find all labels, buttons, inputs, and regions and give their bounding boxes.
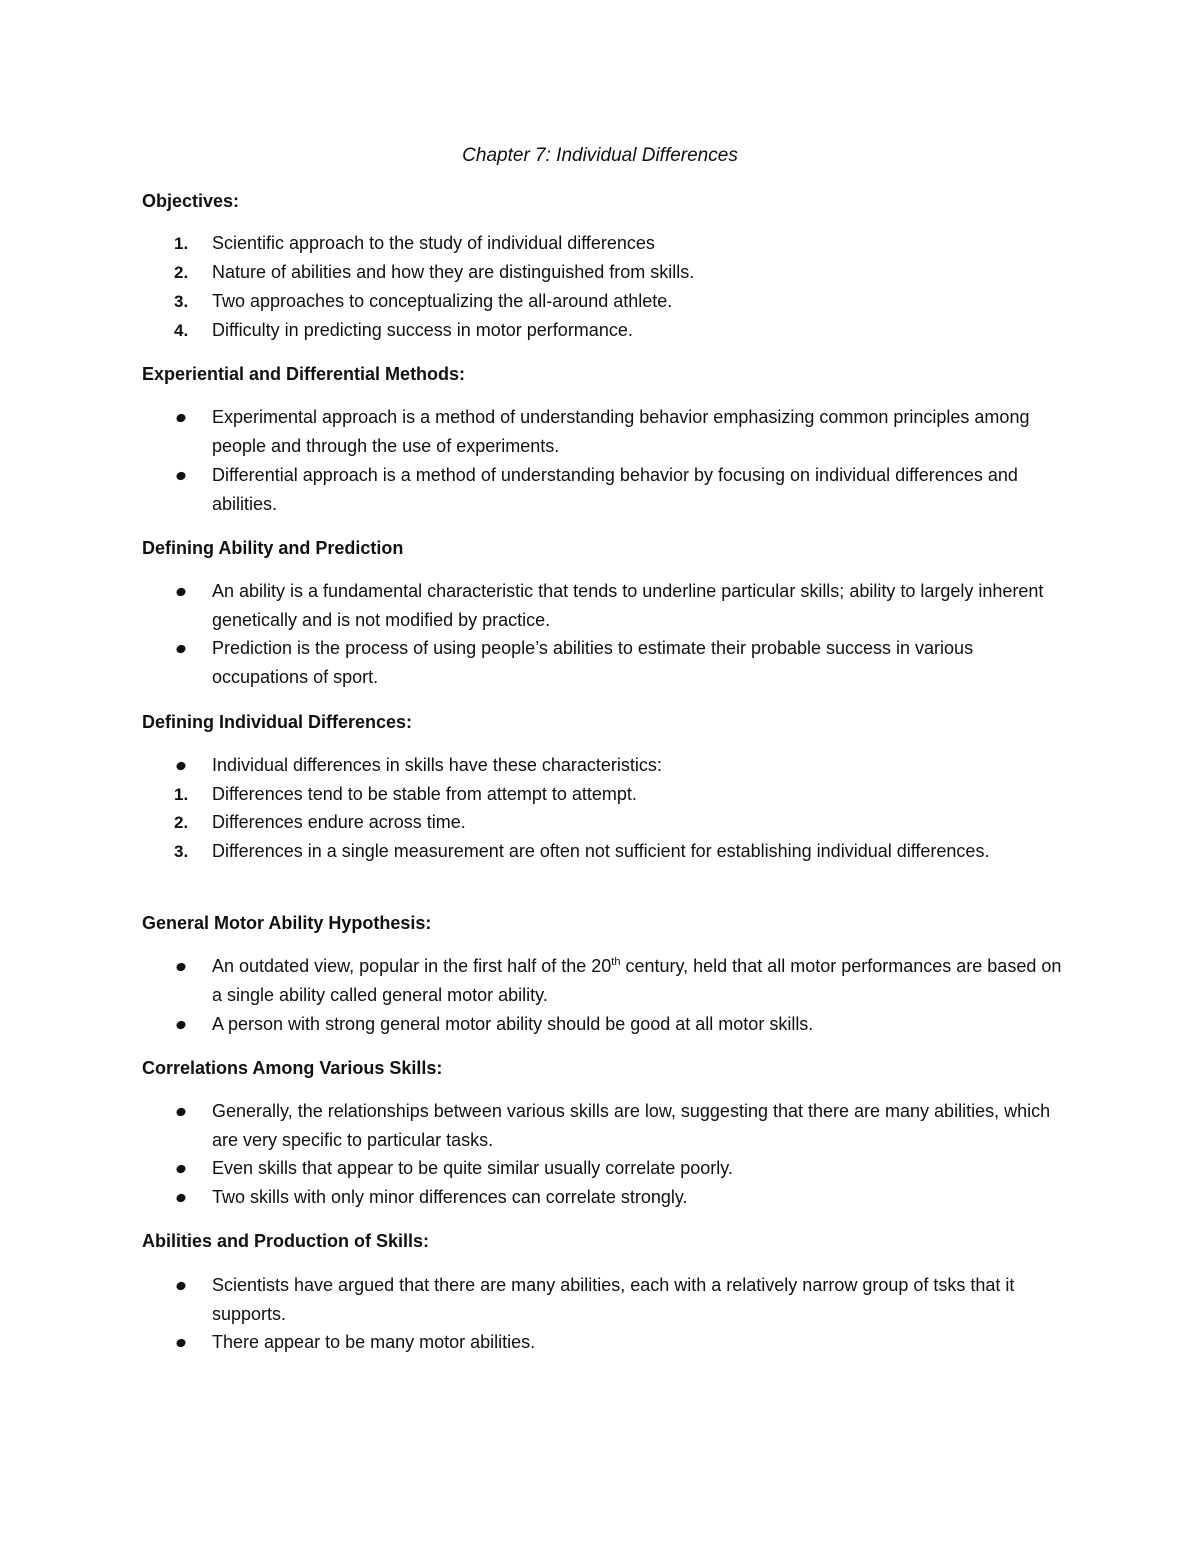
bullet-text: Differential approach is a method of understanding behavior by focusing on individual differences and abilities. [212, 465, 1018, 514]
numbered-text: Differences in a single measurement are often not sufficient for establishing individual differences. [212, 841, 990, 861]
objective-text: Nature of abilities and how they are distinguished from skills. [212, 262, 695, 282]
bullet-text: Even skills that appear to be quite similar usually correlate poorly. [212, 1158, 733, 1178]
ability-heading: Defining Ability and Prediction [142, 538, 404, 558]
bullet-text: Prediction is the process of using people’s abilities to estimate their probable success in various occupations of sport. [212, 638, 974, 687]
objective-text: Difficulty in predicting success in motor performance. [212, 320, 633, 340]
bullet-icon [175, 761, 186, 772]
list-number: 3. [174, 292, 189, 311]
bullet-icon [175, 1281, 186, 1292]
list-number: 2. [174, 813, 189, 832]
bullet-text: A person with strong general motor ability should be good at all motor skills. [212, 1014, 814, 1034]
bullet-text: An ability is a fundamental characteristic that tends to underline particular skills; ability to largely inherent genetically and is not modified by practice. [212, 581, 1044, 630]
bullet-text: Generally, the relationships between various skills are low, suggesting that there are many abilities, which are very specific to particular tasks. [212, 1101, 1051, 1150]
correlations-heading: Correlations Among Various Skills: [142, 1058, 443, 1078]
production-heading: Abilities and Production of Skills: [142, 1231, 430, 1251]
differences-heading: Defining Individual Differences: [142, 712, 413, 732]
superscript: th [611, 956, 621, 968]
list-number: 3. [174, 842, 189, 861]
methods-heading: Experiential and Differential Methods: [142, 364, 466, 384]
bullet-text [212, 952, 1062, 1010]
bullet-text-part: An outdated view, popular in the first half of the 20 [212, 956, 612, 976]
list-number: 4. [174, 321, 189, 340]
bullet-text: There appear to be many motor abilities. [212, 1332, 536, 1352]
bullet-text: Scientists have argued that there are many abilities, each with a relatively narrow group of tsks that it supports. [212, 1275, 1015, 1324]
bullet-icon [175, 587, 186, 598]
bullet-icon [175, 413, 186, 424]
objective-text: Two approaches to conceptualizing the all-around athlete. [212, 291, 673, 311]
bullet-icon [175, 1164, 186, 1175]
bullet-icon [175, 644, 186, 655]
objectives-heading: Objectives: [142, 191, 240, 211]
bullet-icon [175, 1338, 186, 1349]
bullet-text: Individual differences in skills have these characteristics: [212, 755, 662, 775]
bullet-text-part: century, held that all motor performances are based on a single ability called general motor ability. [212, 956, 1062, 1005]
bullet-text: Experimental approach is a method of understanding behavior emphasizing common principles among people and through the use of experiments. [212, 407, 1030, 456]
list-number: 2. [174, 263, 189, 282]
numbered-text: Differences endure across time. [212, 812, 466, 832]
objective-text: Scientific approach to the study of individual differences [212, 233, 655, 253]
bullet-icon [175, 1193, 186, 1204]
bullet-icon [175, 1020, 186, 1031]
list-number: 1. [174, 234, 189, 253]
numbered-text: Differences tend to be stable from attempt to attempt. [212, 784, 637, 804]
bullet-text: Two skills with only minor differences can correlate strongly. [212, 1187, 688, 1207]
document-title: Chapter 7: Individual Differences [462, 145, 738, 166]
bullet-icon [175, 962, 186, 973]
gma-heading: General Motor Ability Hypothesis: [142, 913, 432, 933]
list-number: 1. [174, 785, 189, 804]
bullet-icon [175, 1107, 186, 1118]
bullet-icon [175, 471, 186, 482]
